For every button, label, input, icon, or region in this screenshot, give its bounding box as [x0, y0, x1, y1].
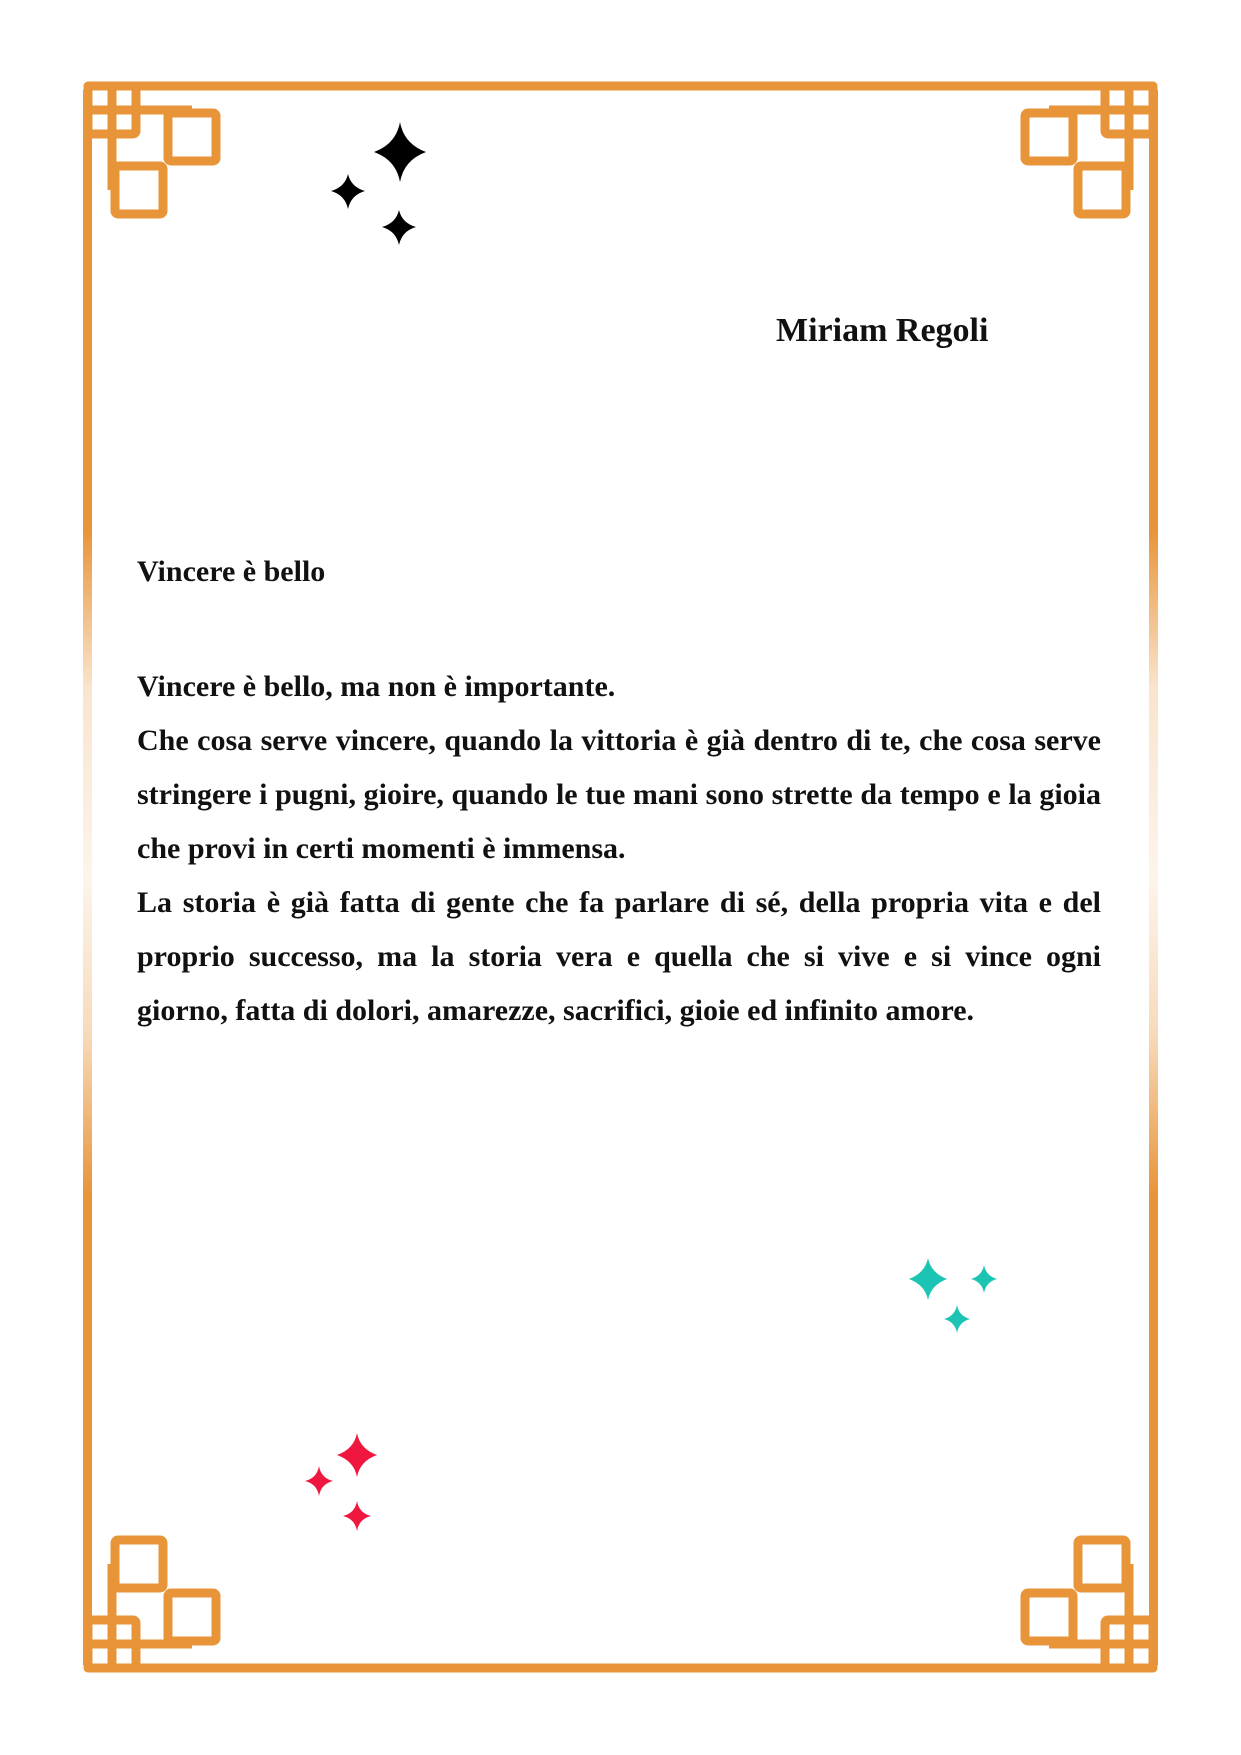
corner-ornament-top-right — [1025, 86, 1153, 214]
sparkle-icon — [971, 1265, 997, 1293]
poem-title: Vincere è bello — [137, 555, 326, 588]
author-name: Miriam Regoli — [776, 312, 989, 349]
sparkle-icon — [909, 1258, 947, 1300]
corner-ornament-bottom-right — [1025, 1540, 1153, 1668]
sparkle-icon — [305, 1466, 333, 1496]
poem-paragraph: La storia è già fatta di gente che fa parlare di sé, della propria vita e del proprio successo, ma la storia vera e quella che si vive e si vince ogni giorno, fatta di dolori, amarezze, sacrifici, gioie ed infinito amore. — [137, 886, 1101, 1027]
sparkle-icon — [944, 1305, 970, 1333]
sparkle-cluster-top — [325, 120, 435, 255]
sparkle-icon — [337, 1433, 377, 1477]
sparkle-cluster-bottom — [300, 1430, 390, 1535]
poem-paragraph: Che cosa serve vincere, quando la vittoria è già dentro di te, che cosa serve stringere i pugni, gioire, quando le tue mani sono strette da tempo e la gioia che provi in certi momenti è immensa. — [137, 724, 1101, 865]
sparkle-cluster-right — [900, 1255, 1010, 1340]
sparkle-icon — [382, 210, 416, 245]
sparkle-icon — [331, 174, 365, 209]
sparkle-icon — [343, 1501, 371, 1531]
poem-paragraph: Vincere è bello, ma non è importante. — [137, 670, 616, 703]
corner-ornament-top-left — [88, 86, 216, 214]
poem-body — [137, 660, 1101, 1038]
corner-ornament-bottom-left — [88, 1540, 216, 1668]
sparkle-icon — [374, 122, 426, 182]
